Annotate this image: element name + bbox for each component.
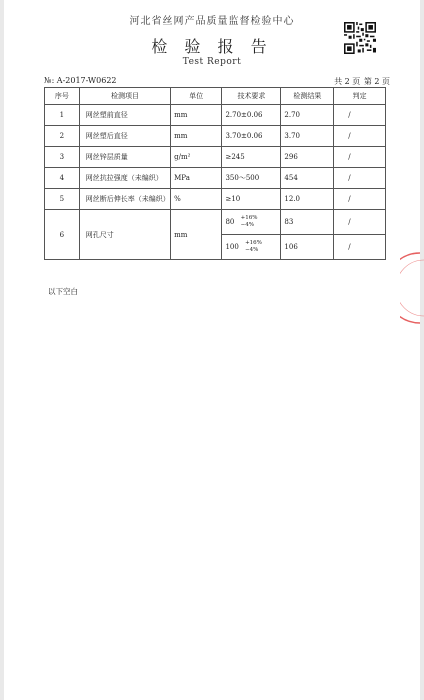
row-unit: mm	[171, 126, 222, 147]
row-unit: mm	[171, 210, 222, 260]
results-table	[44, 87, 386, 260]
row-index: 5	[45, 189, 80, 210]
row-judgement: /	[334, 235, 386, 260]
row-item: 网丝断后伸长率（未编织）	[79, 189, 170, 210]
current-page: 第 2 页	[363, 77, 390, 86]
row-index: 6	[45, 210, 80, 260]
table-row	[45, 168, 386, 189]
row-result: 83	[281, 210, 334, 235]
row-result: 12.0	[281, 189, 334, 210]
row-unit: %	[171, 189, 222, 210]
row-item: 网丝塑前直径	[79, 105, 170, 126]
row-result: 106	[281, 235, 334, 260]
report-number: №: A-2017-W0622	[44, 76, 117, 85]
row-index: 3	[45, 147, 80, 168]
header-judgement: 判定	[334, 88, 386, 105]
tolerance-plus: +16%	[245, 240, 262, 246]
tolerance-minus: −4%	[245, 247, 259, 253]
table-header-row	[45, 88, 386, 105]
header-index: 序号	[45, 88, 80, 105]
row-requirement	[222, 210, 281, 235]
header-result: 检测结果	[281, 88, 334, 105]
page-count	[333, 76, 390, 87]
row-item: 网孔尺寸	[79, 210, 170, 260]
row-requirement: ≥245	[222, 147, 281, 168]
row-item: 网丝塑后直径	[79, 126, 170, 147]
mesh-tolerance	[245, 240, 262, 254]
mesh-nominal: 100	[225, 243, 239, 251]
qr-code-icon	[344, 22, 376, 54]
row-requirement: 2.70±0.06	[222, 105, 281, 126]
tolerance-plus: +16%	[240, 215, 258, 221]
document-subtitle: Test Report	[182, 57, 242, 67]
blank-below-note: 以下空白	[48, 287, 78, 296]
table-row	[45, 210, 386, 235]
row-judgement: /	[334, 126, 386, 147]
row-item: 网丝抗拉强度（未编织）	[79, 168, 170, 189]
row-unit: MPa	[171, 168, 222, 189]
report-page	[4, 0, 420, 700]
header-unit: 单位	[171, 88, 222, 105]
table-row	[45, 189, 386, 210]
row-judgement: /	[334, 105, 386, 126]
table-row	[45, 126, 386, 147]
row-result: 454	[281, 168, 334, 189]
row-index: 4	[45, 168, 80, 189]
total-pages: 共 2 页	[334, 77, 361, 86]
header-requirement: 技术要求	[222, 88, 281, 105]
row-requirement: 3.70±0.06	[222, 126, 281, 147]
row-requirement: 350～500	[222, 168, 281, 189]
organization-name: 河北省丝网产品质量监督检验中心	[129, 16, 295, 27]
mesh-tolerance	[241, 215, 258, 229]
row-unit: mm	[171, 105, 222, 126]
header-item: 检测项目	[79, 88, 170, 105]
table-row	[45, 147, 386, 168]
row-unit: g/m²	[171, 147, 222, 168]
row-result: 296	[281, 147, 334, 168]
row-item: 网丝锌层质量	[79, 147, 170, 168]
official-seal-icon	[400, 248, 424, 328]
row-judgement: /	[334, 189, 386, 210]
row-result: 3.70	[281, 126, 334, 147]
row-result: 2.70	[281, 105, 334, 126]
row-requirement: ≥10	[222, 189, 281, 210]
document-title: 检 验 报 告	[151, 37, 273, 56]
row-index: 2	[45, 126, 80, 147]
tolerance-minus: −4%	[240, 222, 254, 228]
row-index: 1	[45, 105, 80, 126]
mesh-nominal: 80	[225, 218, 235, 226]
row-requirement	[222, 235, 281, 260]
row-judgement: /	[334, 147, 386, 168]
table-row	[45, 105, 386, 126]
row-judgement: /	[334, 210, 386, 235]
row-judgement: /	[334, 168, 386, 189]
